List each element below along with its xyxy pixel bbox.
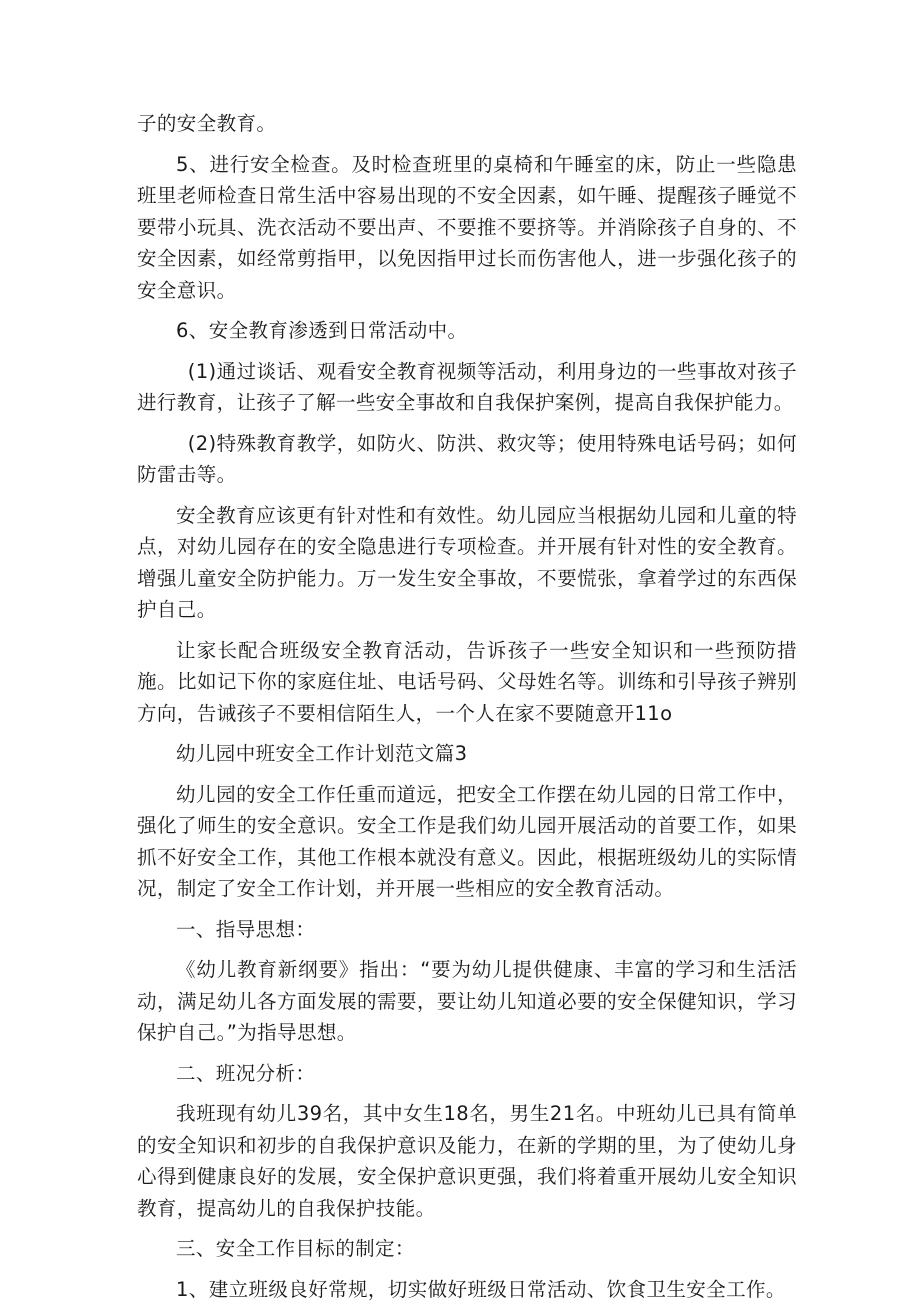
document-body <box>137 108 797 1314</box>
paragraph-safety-education: 安全教育应该更有针对性和有效性。幼儿园应当根据幼儿园和儿童的特点，对幼儿园存在的安全隐患进行专项检查。并开展有针对性的安全教育。增强儿童安全防护能力。万一发生安全事故，不要慌张，拿着学过的东西保护自己。 <box>137 503 797 621</box>
heading-guiding-ideology: 一、指导思想： <box>176 917 316 941</box>
paragraph-parents: 让家长配合班级安全教育活动，告诉孩子一些安全知识和一些预防措施。比如记下你的家庭住址、电话号码、父母姓名等。训练和引导孩子辨别方向，告诫孩子不要相信陌生人，一个人在家不要随意开11o <box>137 638 797 725</box>
heading-class-analysis: 二、班况分析： <box>176 1061 316 1085</box>
paragraph-subitem-1: (1)通过谈话、观看安全教育视频等活动，利用身边的一些事故对孩子进行教育，让孩子了解一些安全事故和自我保护案例，提高自我保护能力。 <box>137 359 797 414</box>
section-title-part3: 幼儿园中班安全工作计划范文篇3 <box>176 742 468 765</box>
heading-goals: 三、安全工作目标的制定： <box>176 1237 415 1260</box>
paragraph-continuation: 子的安全教育。 <box>137 112 277 135</box>
paragraph-intro: 幼儿园的安全工作任重而道远，把安全工作摆在幼儿园的日常工作中，强化了师生的安全意识。安全工作是我们幼儿园开展活动的首要工作，如果抓不好安全工作，其他工作根本就没有意义。因此，根据班级幼儿的实际情况，制定了安全工作计划，并开展一些相应的安全教育活动。 <box>137 782 797 900</box>
paragraph-guiding-ideology: 《幼儿教育新纲要》指出：“要为幼儿提供健康、丰富的学习和生活活动，满足幼儿各方面发展的需要，要让幼儿知道必要的安全保健知识，学习保护自己。”为指导思想。 <box>137 958 797 1044</box>
paragraph-class-analysis: 我班现有幼儿39名，其中女生18名，男生21名。中班幼儿已具有简单的安全知识和初步的自我保护意识及能力，在新的学期的里，为了使幼儿身心得到健康良好的发展，安全保护意识更强，我们将着重开展幼儿安全知识教育，提高幼儿的自我保护技能。 <box>137 1102 797 1220</box>
paragraph-goal-1: 1、建立班级良好常规，切实做好班级日常活动、饮食卫生安全工作。 <box>176 1277 786 1301</box>
paragraph-item-6: 6、安全教育渗透到日常活动中。 <box>176 319 468 342</box>
paragraph-subitem-2: (2)特殊教育教学，如防火、防洪、救灾等；使用特殊电话号码；如何防雷击等。 <box>137 431 797 486</box>
paragraph-item-5: 5、进行安全检查。及时检查班里的桌椅和午睡室的床，防止一些隐患班里老师检查日常生活中容易出现的不安全因素，如午睡、提醒孩子睡觉不要带小玩具、洗衣活动不要出声、不要推不要挤等。并消除孩子自身的、不安全因素，如经常剪指甲，以免因指甲过长而伤害他人，进一步强化孩子的安全意识。 <box>137 152 797 302</box>
